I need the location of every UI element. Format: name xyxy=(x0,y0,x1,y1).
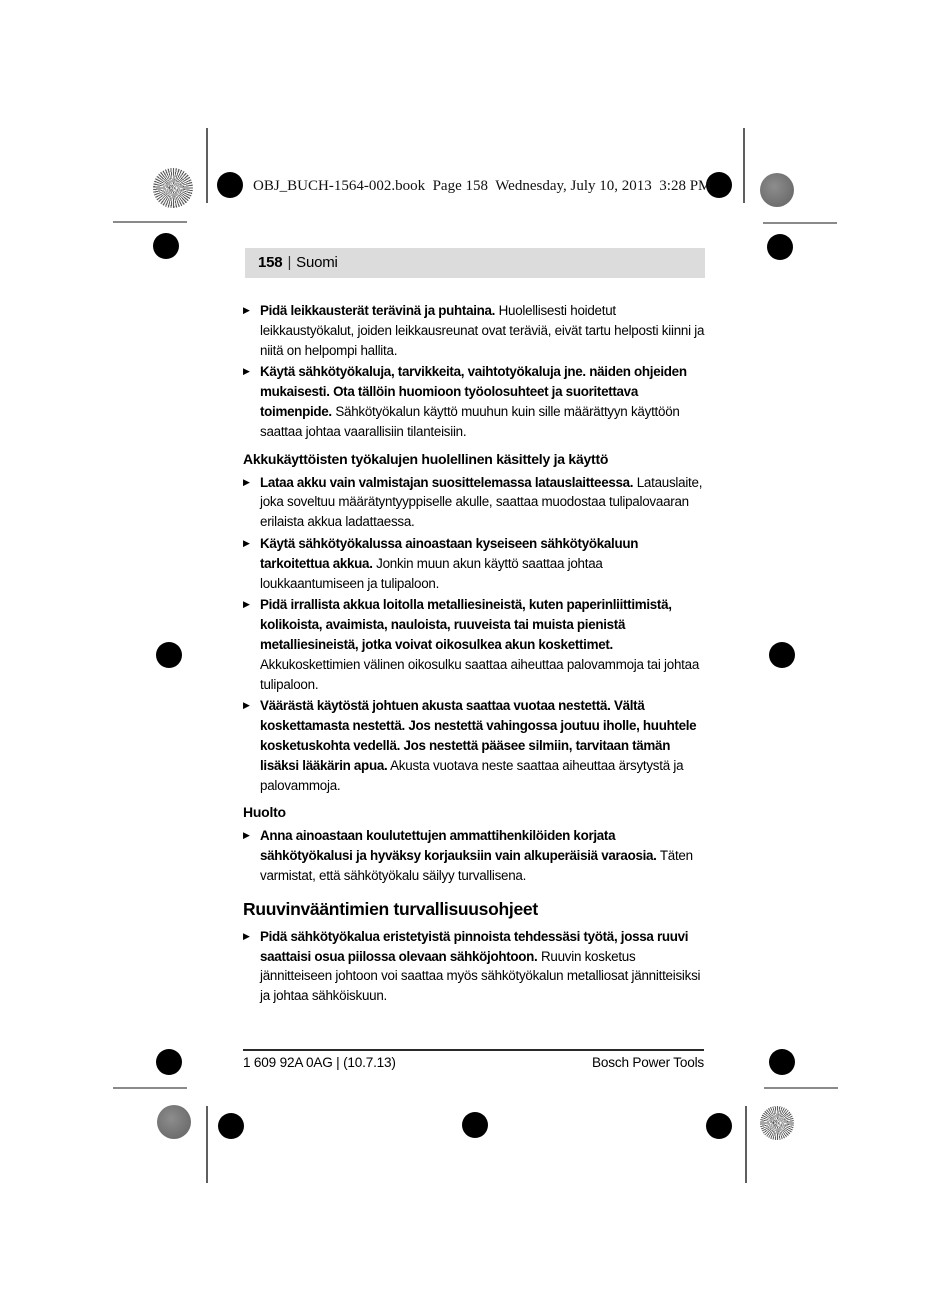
bullet-body-text: Täten varmistat, että sähkötyökalu säilyy turvallisena. xyxy=(260,848,693,883)
registration-mark xyxy=(425,1075,525,1175)
safety-bullet xyxy=(243,595,707,694)
safety-bullet-list xyxy=(243,826,707,885)
registration-mark xyxy=(669,1076,769,1176)
trim-line xyxy=(764,1087,838,1089)
color-wheel-mark xyxy=(153,168,193,208)
registration-mark xyxy=(116,196,216,296)
safety-bullet-list xyxy=(243,927,707,1006)
bullet-arrow-icon: ▶ xyxy=(243,599,250,610)
safety-bullet xyxy=(243,362,707,441)
bullet-body-text: Ruuvin kosketus jännitteiseen johtoon voi saattaa myös sähkötyökalun metalliosat jännitteisiksi ja johtaa sähköiskuun. xyxy=(260,948,701,1004)
bullet-body-text: Akusta vuotava neste saattaa aiheuttaa ärsytystä ja palovammoja. xyxy=(260,757,684,793)
bullet-bold-text: Lataa akku vain valmistajan suosittelemassa latauslaitteessa. xyxy=(260,474,634,490)
bullet-arrow-icon: ▶ xyxy=(243,930,250,941)
bullet-body-text: Jonkin muun akun käyttö saattaa johtaa loukkaantumiseen ja tulipaloon. xyxy=(260,555,603,591)
safety-bullet-list xyxy=(243,473,707,796)
section-heading-service: Huolto xyxy=(243,804,286,821)
safety-bullet xyxy=(243,826,707,885)
bullet-bold-text: Pidä irrallista akkua loitolla metalliesineistä, kuten paperinliittimistä, kolikoista, avaimista, nauloista, ruuveista tai muista pienistä metalliesineistä, jotka voivat oikosulkea akun koskettimet. xyxy=(260,597,672,652)
chapter-title-screwdriver-safety: Ruuvinvääntimien turvallisuusohjeet xyxy=(243,898,538,919)
section-heading-battery-care: Akkukäyttöisten työkalujen huolellinen käsittely ja käyttö xyxy=(243,450,609,467)
bullet-body-text: Latauslaite, joka soveltuu määrätyntyyppiselle akulle, saattaa muodostaa tulipalovaaran erilaista akkua ladattaessa. xyxy=(260,474,703,530)
bullet-arrow-icon: ▶ xyxy=(243,366,250,377)
bullet-bold-text: Pidä sähkötyökalua eristetyistä pinnoista tehdessäsi työtä, jossa ruuvi saattaisi osua piilossa olevaan sähköjohtoon. xyxy=(260,928,689,964)
color-wheel-mark xyxy=(760,1106,794,1140)
gray-density-mark xyxy=(157,1105,191,1139)
bullet-bold-text: Käytä sähkötyökalussa ainoastaan kyseiseen sähkötyökaluun tarkoitettua akkua. xyxy=(260,535,639,571)
trim-line xyxy=(763,222,837,224)
bullet-body-text: Huolellisesti hoidetut leikkaustyökalut, joiden leikkausreunat ovat teräviä, eivät tartu helposti kiinni ja niitä on helpompi hallita. xyxy=(260,303,705,358)
document-number: 1 609 92A 0AG | (10.7.13) xyxy=(243,1055,396,1070)
page-footer xyxy=(243,1049,704,1070)
trim-line xyxy=(113,221,187,223)
bullet-body-text: Sähkötyökalun käyttö muuhun kuin sille määrättyyn käyttöön saattaa johtaa vaarallisiin tilanteisiin. xyxy=(260,403,680,439)
trim-line xyxy=(206,1106,208,1183)
trim-line xyxy=(743,128,745,203)
bullet-body-text: Akkukoskettimien välinen oikosulku saattaa aiheuttaa palovammoja tai johtaa tulipaloon. xyxy=(260,656,700,692)
registration-mark xyxy=(732,605,832,705)
bullet-arrow-icon: ▶ xyxy=(243,830,250,841)
section-language: Suomi xyxy=(296,254,338,271)
header-separator: | xyxy=(287,254,292,271)
bullet-arrow-icon: ▶ xyxy=(243,700,250,711)
safety-bullet xyxy=(243,696,707,795)
gray-density-mark xyxy=(760,173,794,207)
bullet-arrow-icon: ▶ xyxy=(243,476,250,487)
trim-line xyxy=(745,1106,747,1183)
bullet-bold-text: Väärästä käytöstä johtuen akusta saattaa vuotaa nestettä. Vältä koskettamasta nestettä. Jos nestettä vahingossa joutuu iholle, huuhtele kosketuskohta vedellä. Jos nestettä pääsee silmiin, tarvitaan tämän lisäksi lääkärin apua. xyxy=(260,698,697,773)
trim-line xyxy=(113,1087,187,1089)
publisher: Bosch Power Tools xyxy=(592,1055,704,1070)
page-header-bar xyxy=(245,248,705,278)
registration-mark xyxy=(181,1076,281,1176)
safety-bullet xyxy=(243,301,707,360)
page-number: 158 xyxy=(258,254,283,271)
bullet-bold-text: Käytä sähkötyökaluja, tarvikkeita, vaihtotyökaluja jne. näiden ohjeiden mukaisesti. Ota tällöin huomioon työolosuhteet ja suoritettava toimenpide. xyxy=(260,364,687,419)
registration-mark xyxy=(730,197,830,297)
trim-line xyxy=(206,128,208,203)
bullet-bold-text: Anna ainoastaan koulutettujen ammattihenkilöiden korjata sähkötyökalusi ja hyväksy korjauksiin vain alkuperäisiä varaosia. xyxy=(260,828,657,864)
safety-bullet xyxy=(243,473,707,532)
page-content xyxy=(243,301,707,1008)
safety-bullet xyxy=(243,534,707,593)
bullet-bold-text: Pidä leikkausterät terävinä ja puhtaina. xyxy=(260,303,496,318)
bullet-arrow-icon: ▶ xyxy=(243,305,250,315)
bullet-arrow-icon: ▶ xyxy=(243,537,250,548)
safety-bullet-list xyxy=(243,301,707,442)
print-job-header: OBJ_BUCH-1564-002.book Page 158 Wednesday, July 10, 2013 3:28 PM xyxy=(253,178,712,194)
registration-mark xyxy=(119,605,219,705)
safety-bullet xyxy=(243,927,707,1006)
